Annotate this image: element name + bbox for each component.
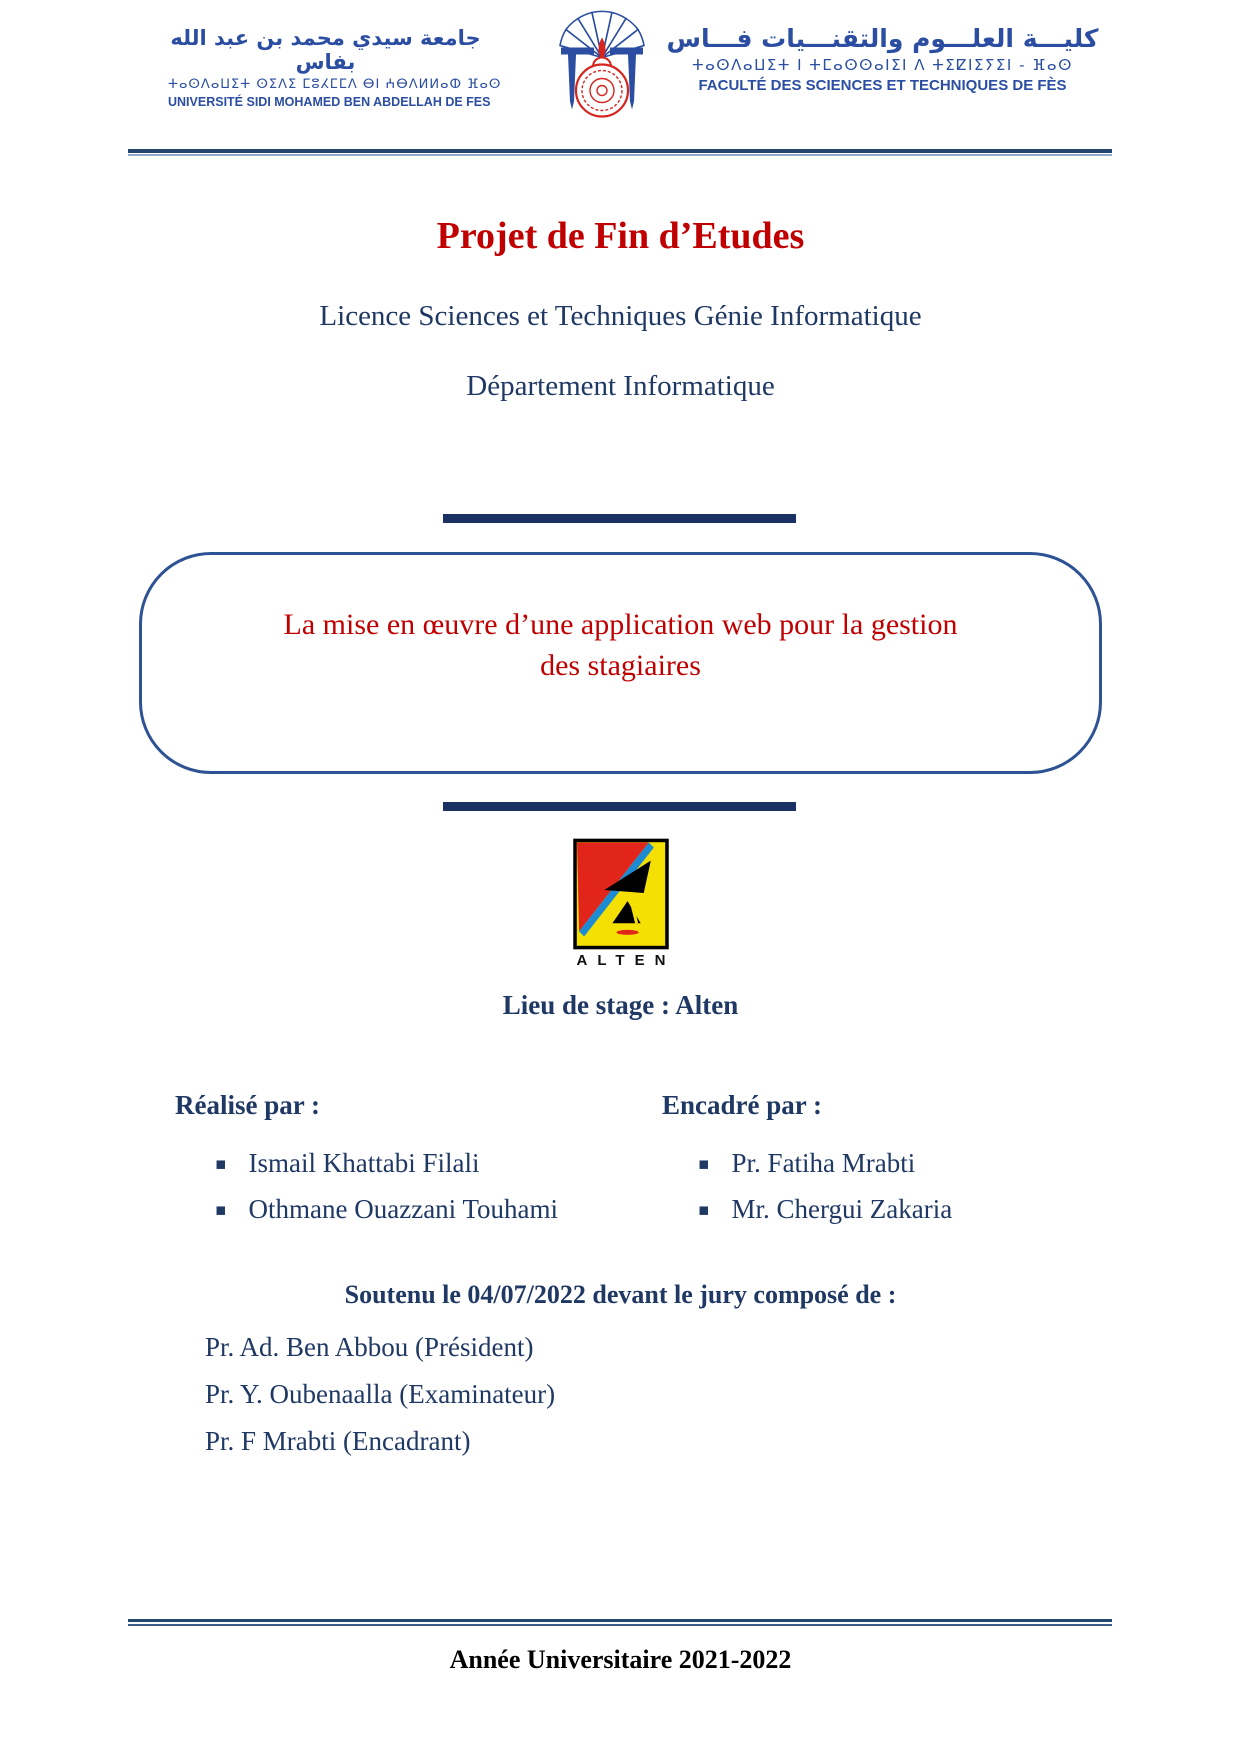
project-title-box — [139, 552, 1102, 774]
university-name-latin: UNIVERSITÉ SIDI MOHAMED BEN ABDELLAH DE FES — [168, 95, 491, 109]
jury-member-1: Pr. Ad. Ben Abbou (Président) — [205, 1332, 534, 1362]
author-name: Othmane Ouazzani Touhami — [248, 1194, 559, 1224]
square-bullet-icon: ▪ — [215, 1154, 227, 1174]
header-divider — [128, 149, 1112, 156]
jury-member-2: Pr. Y. Oubenaalla (Examinateur) — [205, 1379, 556, 1409]
square-bullet-icon: ▪ — [215, 1200, 227, 1220]
jury-heading: Soutenu le 04/07/2022 devant le jury composé de : — [344, 1280, 897, 1309]
realise-par-heading: Réalisé par : — [175, 1090, 320, 1120]
list-item-author-1 — [215, 1148, 480, 1179]
list-item-supervisor-1 — [698, 1148, 915, 1179]
divider-bar-top — [443, 514, 796, 523]
faculty-header-block — [655, 24, 1110, 94]
company-logo-block — [558, 838, 684, 969]
document-type-title: Projet de Fin d’Etudes — [436, 215, 805, 257]
alten-logo-icon — [573, 838, 669, 950]
academic-year: Année Universitaire 2021-2022 — [449, 1645, 792, 1674]
square-bullet-icon: ▪ — [698, 1200, 710, 1220]
program-title: Licence Sciences et Techniques Génie Informatique — [319, 300, 922, 332]
university-emblem-icon — [552, 10, 652, 128]
university-name-arabic: جامعة سيدي محمد بن عبد الله بفاس — [170, 26, 481, 74]
supervisor-name: Pr. Fatiha Mrabti — [731, 1148, 916, 1178]
internship-location: Lieu de stage : Alten — [502, 990, 739, 1020]
department-title: Département Informatique — [466, 370, 775, 402]
faculty-name-latin: FACULTÉ DES SCIENCES ET TECHNIQUES DE FÈS — [698, 77, 1067, 94]
supervisor-name: Mr. Chergui Zakaria — [731, 1194, 953, 1224]
faculty-name-arabic: كليـــة العلـــوم والتقنـــيات فـــاس — [666, 24, 1099, 53]
encadre-par-heading: Encadré par : — [662, 1090, 822, 1120]
project-title: La mise en œuvre d’une application web pour la gestion des stagiaires — [283, 608, 958, 682]
author-name: Ismail Khattabi Filali — [248, 1148, 480, 1178]
divider-bar-bottom — [443, 802, 796, 811]
alten-logo-wordmark: ALTEN — [576, 952, 676, 969]
list-item-author-2 — [215, 1194, 558, 1225]
list-item-supervisor-2 — [698, 1194, 952, 1225]
jury-member-3: Pr. F Mrabti (Encadrant) — [205, 1426, 471, 1456]
footer-divider — [128, 1619, 1112, 1626]
university-header-block — [168, 26, 502, 109]
square-bullet-icon: ▪ — [698, 1154, 710, 1174]
faculty-name-tifinagh: ⵜⴰⵙⴷⴰⵡⵉⵜ ⵏ ⵜⵎⴰⵙⵙⴰⵏⵉⵏ ⴷ ⵜⵉⵇⵏⵉⵢⵉⵏ - ⴼⴰⵙ — [692, 56, 1073, 74]
university-name-tifinagh: ⵜⴰⵙⴷⴰⵡⵉⵜ ⵙⵉⴷⵉ ⵎⵓⵃⵎⵎⴷ ⴱⵏ ⵄⴱⴷⵍⵍⴰⵀ ⴼⴰⵙ — [168, 77, 502, 92]
